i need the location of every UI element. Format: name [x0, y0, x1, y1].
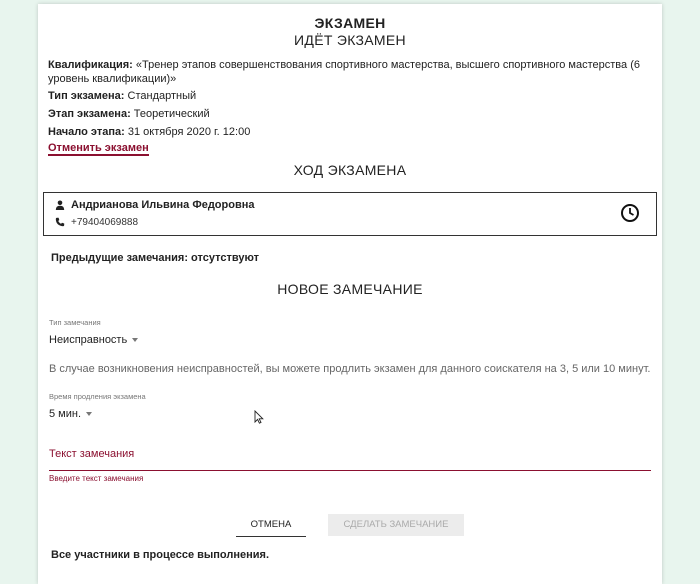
exam-progress-title: ХОД ЭКЗАМЕНА [293, 162, 407, 178]
exam-type-label: Тип экзамена: [48, 90, 125, 102]
cancel-exam-link[interactable]: Отменить экзамен [48, 142, 149, 154]
exam-stage-value: Теоретический [133, 108, 210, 120]
remark-type-value: Неисправность [49, 334, 128, 346]
phone-icon [55, 217, 65, 227]
stage-start-row [48, 125, 648, 139]
qualification-row [48, 58, 648, 86]
exam-card [38, 4, 662, 584]
submit-remark-button[interactable]: СДЕЛАТЬ ЗАМЕЧАНИЕ [328, 514, 464, 536]
cancel-button[interactable]: ОТМЕНА [236, 514, 306, 537]
remark-type-label: Тип замечания [49, 318, 101, 327]
extension-time-label: Время продления экзамена [49, 392, 146, 401]
stage-start-label: Начало этапа: [48, 126, 125, 138]
candidate-name: Андрианова Ильвина Федоровна [71, 199, 255, 211]
footer-note: Все участники в процессе выполнения. [51, 549, 270, 561]
exam-type-value: Стандартный [127, 90, 197, 102]
candidate-phone: +79404069888 [71, 217, 139, 228]
previous-remarks: Предыдущие замечания: отсутствуют [51, 252, 259, 264]
extension-time-select[interactable] [49, 408, 92, 420]
candidate-card[interactable] [43, 192, 657, 236]
extension-time-value: 5 мин. [49, 408, 82, 420]
exam-stage-row [48, 107, 648, 121]
clock-icon[interactable] [620, 203, 640, 223]
remark-type-select[interactable] [49, 334, 138, 346]
person-icon [55, 200, 65, 210]
exam-status: ИДЁТ ЭКЗАМЕН [294, 32, 406, 48]
chevron-down-icon [86, 412, 92, 416]
remark-text-field[interactable] [49, 442, 651, 471]
extension-hint: В случае возникновения неисправностей, вы можете продлить экзамен для данного соискателя на 3, 5 или 10 минут. [49, 363, 651, 375]
exam-stage-label: Этап экзамена: [48, 108, 131, 120]
remark-text-helper: Введите текст замечания [49, 474, 144, 483]
new-remark-title: НОВОЕ ЗАМЕЧАНИЕ [277, 281, 423, 297]
remark-text-placeholder: Текст замечания [49, 448, 135, 460]
qualification-label: Квалификация: [48, 59, 133, 71]
mouse-cursor-icon [254, 410, 264, 424]
exam-title: ЭКЗАМЕН [314, 15, 386, 31]
chevron-down-icon [132, 338, 138, 342]
stage-start-value: 31 октября 2020 г. 12:00 [127, 126, 251, 138]
exam-type-row [48, 89, 648, 103]
qualification-value: «Тренер этапов совершенствования спортивного мастерства, высшего спортивного мастерства (6 уровень квалификации)» [48, 59, 640, 85]
